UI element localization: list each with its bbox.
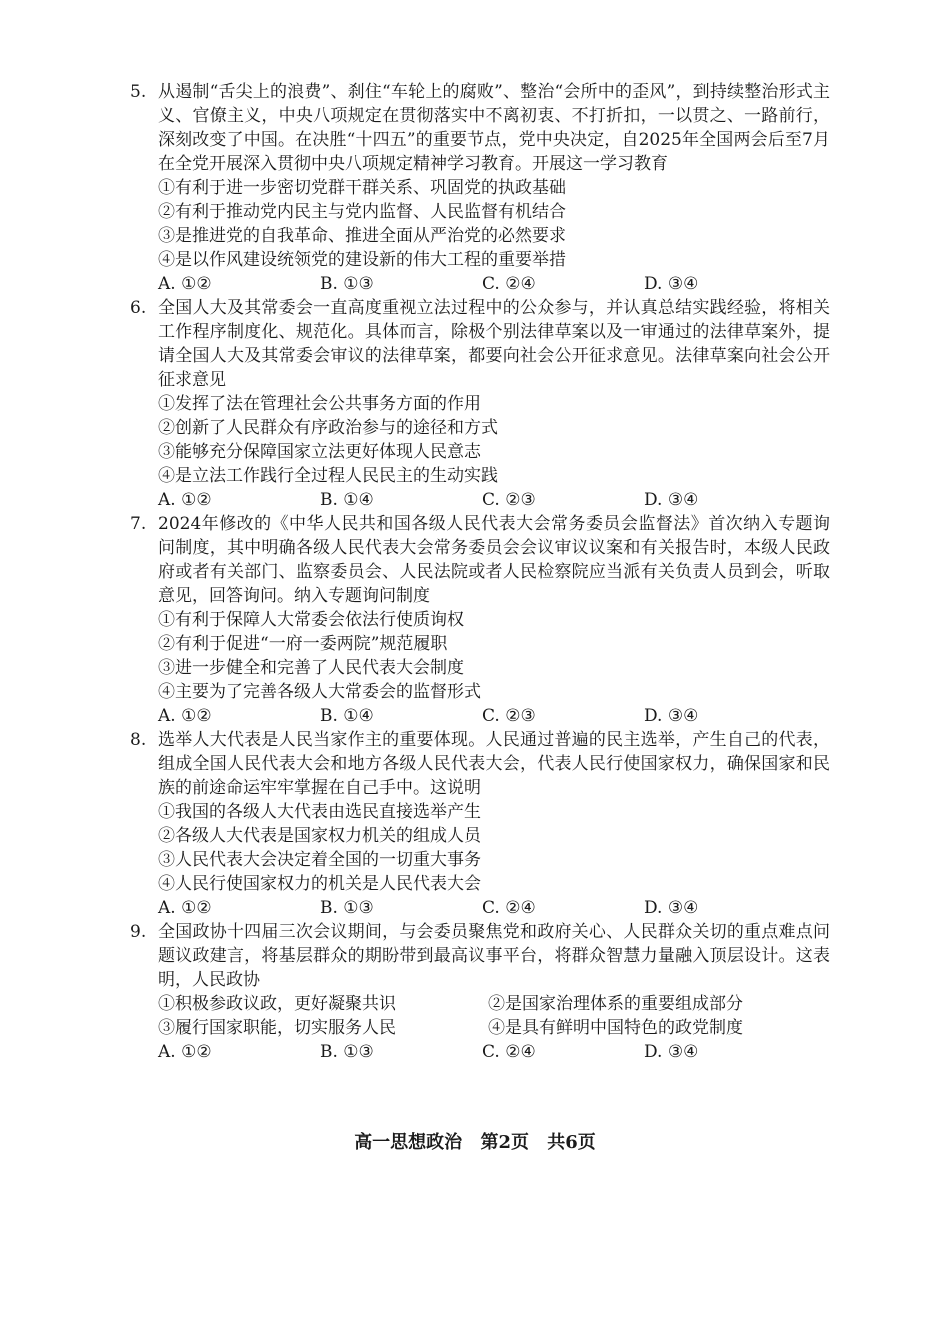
choice-a: A. ①② — [158, 706, 212, 726]
choice-a: A. ①② — [158, 490, 212, 510]
question-number: 6. — [130, 298, 147, 318]
choice-c: C. ②③ — [482, 490, 536, 510]
choice-c: C. ②③ — [482, 706, 536, 726]
choice-d: D. ③④ — [644, 706, 699, 726]
answer-choices — [130, 896, 830, 920]
statement-3: ③进一步健全和完善了人民代表大会制度 — [158, 658, 464, 678]
choice-b: B. ①③ — [320, 1042, 374, 1062]
statement-1: ①有利于进一步密切党群干群关系、巩固党的执政基础 — [158, 178, 566, 198]
choice-a: A. ①② — [158, 1042, 212, 1062]
question-5 — [130, 80, 830, 296]
question-text: 从遏制“舌尖上的浪费”、刹住“车轮上的腐败”、整治“会所中的歪风”，到持续整治形式主义、官僚主义，中央八项规定在贯彻落实中不离初衷、不打折扣，一以贯之、一路前行，深刻改变了中国。在决胜“十四五”的重要节点，党中央决定，自2025年全国两会后至7月在全党开展深入贯彻中央八项规定精神学习教育。开展这一学习教育 — [158, 82, 830, 174]
choice-c: C. ②④ — [482, 1042, 536, 1062]
page-footer — [0, 1128, 950, 1154]
choice-b: B. ①③ — [320, 274, 374, 294]
answer-choices — [130, 272, 830, 296]
answer-choices — [130, 1040, 830, 1064]
question-8 — [130, 728, 830, 920]
statement-3: ③是推进党的自我革命、推进全面从严治党的必然要求 — [158, 226, 566, 246]
question-stem — [130, 80, 830, 176]
footer-total-pages: 共6页 — [547, 1132, 596, 1153]
statement-2: ②是国家治理体系的重要组成部分 — [488, 994, 743, 1014]
choice-c: C. ②④ — [482, 898, 536, 918]
choice-b: B. ①④ — [320, 490, 374, 510]
statement-3: ③履行国家职能，切实服务人民 — [158, 1018, 396, 1038]
question-text: 选举人大代表是人民当家作主的重要体现。人民通过普遍的民主选举，产生自己的代表，组成全国人民代表大会和地方各级人民代表大会，代表人民行使国家权力，确保国家和民族的前途命运牢牢掌握在自己手中。这说明 — [158, 730, 830, 798]
statement-2: ②各级人大代表是国家权力机关的组成人员 — [158, 826, 481, 846]
choice-d: D. ③④ — [644, 898, 699, 918]
answer-choices — [130, 704, 830, 728]
footer-subject: 高一思想政治 — [354, 1132, 463, 1153]
question-9 — [130, 920, 830, 1064]
choice-c: C. ②④ — [482, 274, 536, 294]
statement-1: ①我国的各级人大代表由选民直接选举产生 — [158, 802, 481, 822]
question-number: 8. — [130, 730, 147, 750]
choice-b: B. ①③ — [320, 898, 374, 918]
statement-2: ②有利于促进“一府一委两院”规范履职 — [158, 634, 448, 654]
question-stem — [130, 296, 830, 392]
statement-3: ③能够充分保障国家立法更好体现人民意志 — [158, 442, 481, 462]
question-number: 9. — [130, 922, 147, 942]
statement-grid — [130, 992, 830, 1040]
choice-d: D. ③④ — [644, 490, 699, 510]
question-text: 全国政协十四届三次会议期间，与会委员聚焦党和政府关心、人民群众关切的重点难点问题议政建言，将基层群众的期盼带到最高议事平台，将群众智慧力量融入顶层设计。这表明，人民政协 — [158, 922, 830, 990]
choice-a: A. ①② — [158, 898, 212, 918]
question-7 — [130, 512, 830, 728]
answer-choices — [130, 488, 830, 512]
statement-1: ①发挥了法在管理社会公共事务方面的作用 — [158, 394, 481, 414]
statement-1: ①有利于保障人大常委会依法行使质询权 — [158, 610, 464, 630]
statement-4: ④是立法工作践行全过程人民民主的生动实践 — [158, 466, 498, 486]
choice-b: B. ①④ — [320, 706, 374, 726]
choice-d: D. ③④ — [644, 1042, 699, 1062]
statement-4: ④是具有鲜明中国特色的政党制度 — [488, 1018, 743, 1038]
question-number: 7. — [130, 514, 147, 534]
statement-1: ①积极参政议政，更好凝聚共识 — [158, 994, 396, 1014]
statement-2: ②有利于推动党内民主与党内监督、人民监督有机结合 — [158, 202, 566, 222]
choice-a: A. ①② — [158, 274, 212, 294]
question-stem — [130, 512, 830, 608]
question-stem — [130, 920, 830, 992]
statement-2: ②创新了人民群众有序政治参与的途径和方式 — [158, 418, 498, 438]
question-number: 5. — [130, 82, 147, 102]
statement-4: ④是以作风建设统领党的建设新的伟大工程的重要举措 — [158, 250, 566, 270]
question-list — [130, 80, 830, 1064]
question-text: 2024年修改的《中华人民共和国各级人民代表大会常务委员会监督法》首次纳入专题询问制度，其中明确各级人民代表大会常务委员会会议审议议案和有关报告时，本级人民政府或者有关部门、监察委员会、人民法院或者人民检察院应当派有关负责人员到会，听取意见，回答询问。纳入专题询问制度 — [158, 514, 830, 606]
question-text: 全国人大及其常委会一直高度重视立法过程中的公众参与，并认真总结实践经验，将相关工作程序制度化、规范化。具体而言，除极个别法律草案以及一审通过的法律草案外，提请全国人大及其常委会审议的法律草案，都要向社会公开征求意见。法律草案向社会公开征求意见 — [158, 298, 830, 390]
footer-page-number: 第2页 — [480, 1132, 529, 1153]
statement-3: ③人民代表大会决定着全国的一切重大事务 — [158, 850, 481, 870]
choice-d: D. ③④ — [644, 274, 699, 294]
statement-4: ④人民行使国家权力的机关是人民代表大会 — [158, 874, 481, 894]
question-6 — [130, 296, 830, 512]
statement-4: ④主要为了完善各级人大常委会的监督形式 — [158, 682, 481, 702]
question-stem — [130, 728, 830, 800]
